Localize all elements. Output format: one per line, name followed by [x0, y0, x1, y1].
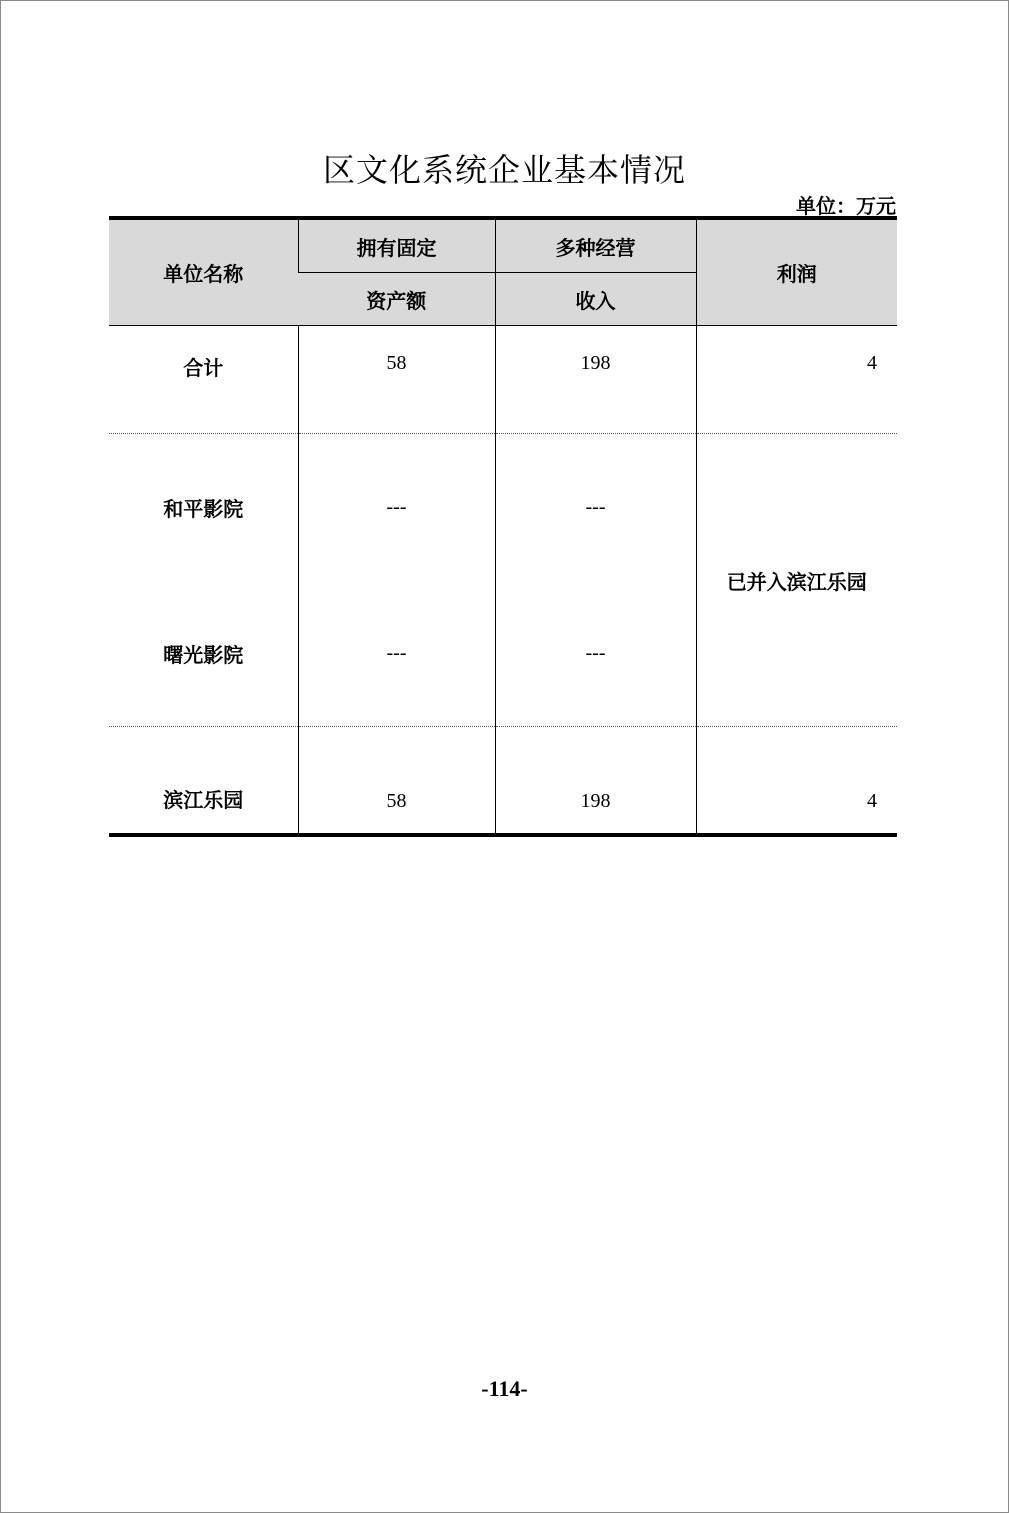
- cell-income: 198: [495, 727, 696, 835]
- page-number: -114-: [481, 1376, 528, 1401]
- cell-profit: 4: [696, 727, 897, 835]
- page-title: 区文化系统企业基本情况: [322, 151, 686, 189]
- cell-assets: ---: [298, 434, 495, 581]
- cell-assets: 58: [298, 326, 495, 434]
- cell-assets: 58: [298, 727, 495, 835]
- cell-name: 曙光影院: [109, 580, 298, 727]
- header-profit: 利润: [696, 218, 897, 326]
- enterprise-table: [109, 216, 897, 837]
- cell-profit: 4: [696, 326, 897, 434]
- cell-name: 和平影院: [163, 496, 244, 521]
- cell-merged-note: 已并入滨江乐园: [696, 434, 897, 727]
- header-income-bottom: 收入: [495, 273, 696, 326]
- header-assets-bottom: 资产额: [298, 273, 495, 326]
- cell-income: ---: [495, 434, 696, 581]
- header-income-top: 多种经营: [495, 218, 696, 273]
- header-row: [109, 218, 897, 273]
- header-name: 单位名称: [109, 218, 298, 326]
- cell-assets: ---: [298, 580, 495, 727]
- cell-name: 合计: [109, 326, 298, 434]
- unit-label: 单位：万元: [796, 194, 896, 218]
- table-row: [109, 434, 897, 581]
- header-assets-top: 拥有固定: [298, 218, 495, 273]
- cell-income: ---: [495, 580, 696, 727]
- table-row: [109, 326, 897, 434]
- cell-name: 滨江乐园: [163, 787, 244, 812]
- table-row: [109, 727, 897, 835]
- cell-income: 198: [495, 326, 696, 434]
